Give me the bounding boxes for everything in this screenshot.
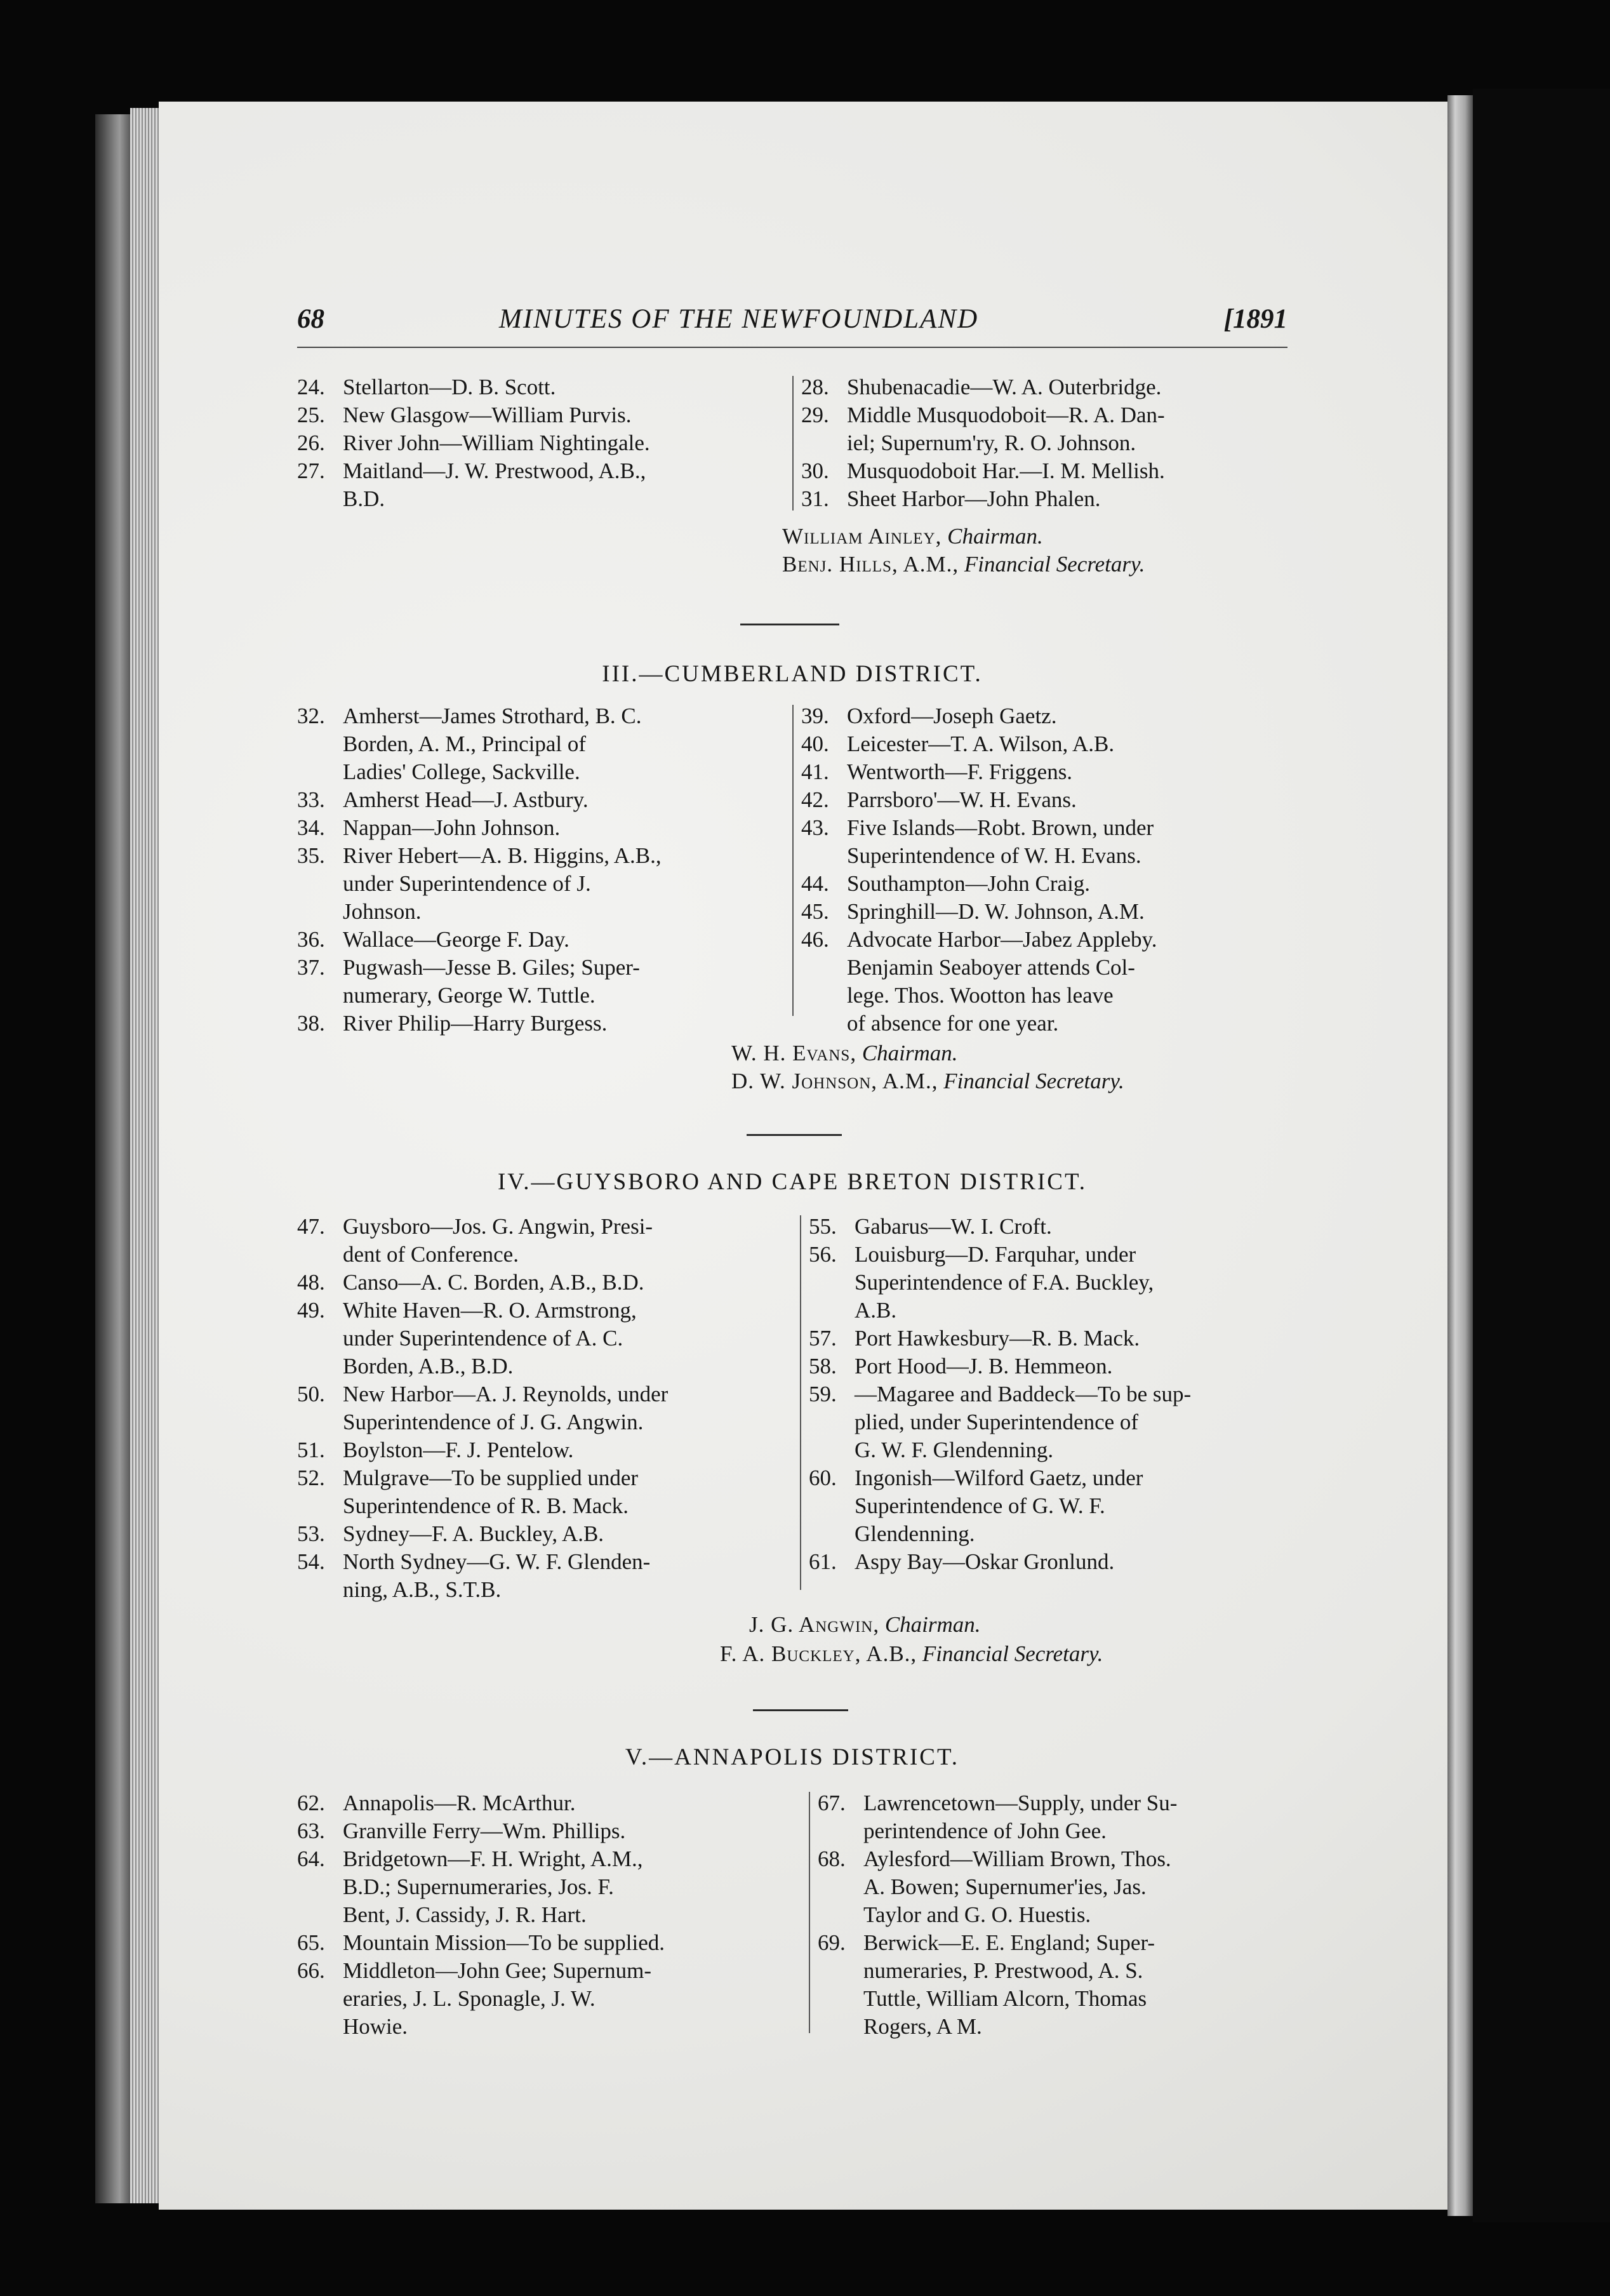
- entry-text: Berwick—E. E. England; Super-: [863, 1930, 1155, 1955]
- appointment-entry: [297, 1380, 792, 1436]
- secretary-role: Financial Secretary.: [964, 552, 1145, 577]
- appointment-entry: [297, 401, 792, 429]
- entry-text: Middleton—John Gee; Supernum-: [343, 1958, 652, 1983]
- entry-number: 29.: [801, 403, 829, 427]
- entry-text: Boylston—F. J. Pentelow.: [343, 1438, 574, 1462]
- entry-continuation: dent of Conference.: [343, 1242, 519, 1267]
- appointment-entry: [297, 1520, 792, 1548]
- next-page-edge: [1447, 95, 1473, 2216]
- section5-left-column: [297, 1789, 805, 2041]
- entry-first-line: [297, 1010, 792, 1038]
- header-rule: [297, 347, 1287, 348]
- entry-first-line: [297, 373, 792, 401]
- appointment-entry: [297, 842, 792, 926]
- entry-text: —Magaree and Baddeck—To be sup-: [855, 1382, 1192, 1406]
- entry-first-line: [297, 1957, 805, 1985]
- entry-text: Bridgetown—F. H. Wright, A.M.,: [343, 1846, 643, 1871]
- entry-number: 55.: [809, 1214, 837, 1239]
- entry-number: 67.: [818, 1791, 846, 1815]
- entry-number: 66.: [297, 1958, 325, 1983]
- entry-first-line: [297, 1464, 792, 1492]
- entry-continuation: Superintendence of R. B. Mack.: [343, 1493, 629, 1518]
- entry-continuation: eraries, J. L. Sponagle, J. W.: [343, 1986, 595, 2011]
- entry-first-line: [297, 1213, 792, 1241]
- entry-continuation: Superintendence of J. G. Angwin.: [343, 1410, 644, 1434]
- entry-number: 32.: [297, 704, 325, 728]
- chairman-role: Chairman.: [947, 524, 1043, 549]
- secretary-name: D. W. Johnson, A.M.,: [731, 1069, 938, 1093]
- entry-text: Ingonish—Wilford Gaetz, under: [855, 1465, 1143, 1490]
- entry-text: Advocate Harbor—Jabez Appleby.: [847, 927, 1157, 952]
- entry-text: Louisburg—D. Farquhar, under: [855, 1242, 1136, 1267]
- entry-continuation: perintendence of John Gee.: [863, 1819, 1107, 1843]
- entry-text: Five Islands—Robt. Brown, under: [847, 815, 1154, 840]
- entry-number: 25.: [297, 403, 325, 427]
- entry-continuation: Tuttle, William Alcorn, Thomas: [863, 1986, 1147, 2011]
- entry-continuation: under Superintendence of A. C.: [343, 1326, 623, 1351]
- entry-number: 37.: [297, 955, 325, 980]
- entry-number: 40.: [801, 731, 829, 756]
- section-separator: [747, 1134, 842, 1136]
- entry-continuation: Benjamin Seaboyer attends Col-: [847, 955, 1135, 980]
- entry-text: Shubenacadie—W. A. Outerbridge.: [847, 375, 1162, 399]
- entry-text: Amherst Head—J. Astbury.: [343, 787, 589, 812]
- running-year: [1891: [1223, 304, 1287, 334]
- entry-number: 44.: [801, 871, 829, 896]
- entry-text: Aspy Bay—Oskar Gronlund.: [855, 1549, 1115, 1574]
- entry-continuation: Borden, A. M., Principal of: [343, 731, 587, 756]
- entry-text: Springhill—D. W. Johnson, A.M.: [847, 899, 1145, 924]
- section-separator: [753, 1709, 848, 1711]
- entry-number: 61.: [809, 1549, 837, 1574]
- entry-continuation: Glendenning.: [855, 1521, 975, 1546]
- entry-number: 41.: [801, 759, 829, 784]
- appointment-entry: [818, 1929, 1326, 2041]
- secretary-role: Financial Secretary.: [922, 1641, 1103, 1666]
- entry-first-line: [297, 814, 792, 842]
- appointment-entry: [297, 1464, 792, 1520]
- section2-left-column: [297, 373, 792, 513]
- entry-number: 54.: [297, 1549, 325, 1574]
- entry-text: Oxford—Joseph Gaetz.: [847, 704, 1057, 728]
- appointment-entry: [801, 485, 1309, 513]
- entry-first-line: [801, 814, 1309, 842]
- entry-continuation: Superintendence of F.A. Buckley,: [855, 1270, 1154, 1295]
- entry-first-line: [297, 1845, 805, 1873]
- appointment-entry: [809, 1352, 1317, 1380]
- entry-number: 47.: [297, 1214, 325, 1239]
- entry-number: 50.: [297, 1382, 325, 1406]
- entry-continuation: G. W. F. Glendenning.: [855, 1438, 1054, 1462]
- entry-first-line: [297, 1380, 792, 1408]
- appointment-entry: [297, 814, 792, 842]
- appointment-entry: [818, 1789, 1326, 1845]
- entry-first-line: [297, 1929, 805, 1957]
- entry-text: River Hebert—A. B. Higgins, A.B.,: [343, 843, 662, 868]
- entry-first-line: [809, 1325, 1317, 1352]
- entry-first-line: [297, 786, 792, 814]
- section4-left-column: [297, 1213, 792, 1604]
- entry-number: 39.: [801, 704, 829, 728]
- district-title-cumberland: III.—CUMBERLAND DISTRICT.: [602, 661, 983, 687]
- entry-continuation: numerary, George W. Tuttle.: [343, 983, 595, 1008]
- entry-first-line: [297, 401, 792, 429]
- entry-first-line: [809, 1380, 1317, 1408]
- entry-first-line: [801, 373, 1309, 401]
- chairman-name: J. G. Angwin,: [749, 1612, 880, 1637]
- entry-text: Pugwash—Jesse B. Giles; Super-: [343, 955, 640, 980]
- section4-secretary: [720, 1639, 1103, 1669]
- entry-number: 59.: [809, 1382, 837, 1406]
- entry-first-line: [801, 898, 1309, 926]
- entry-number: 56.: [809, 1242, 837, 1267]
- entry-number: 51.: [297, 1438, 325, 1462]
- entry-text: Mountain Mission—To be supplied.: [343, 1930, 665, 1955]
- section3-left-column: [297, 702, 792, 1038]
- appointment-entry: [297, 1213, 792, 1269]
- appointment-entry: [297, 1010, 792, 1038]
- entry-first-line: [297, 1789, 805, 1817]
- entry-number: 49.: [297, 1298, 325, 1323]
- appointment-entry: [801, 870, 1309, 898]
- entry-first-line: [801, 926, 1309, 954]
- district-title-annapolis: V.—ANNAPOLIS DISTRICT.: [625, 1744, 960, 1770]
- entry-first-line: [801, 485, 1309, 513]
- entry-number: 33.: [297, 787, 325, 812]
- appointment-entry: [801, 457, 1309, 485]
- appointment-entry: [297, 1269, 792, 1297]
- appointment-entry: [297, 1817, 805, 1845]
- entry-text: Port Hawkesbury—R. B. Mack.: [855, 1326, 1140, 1351]
- entry-first-line: [809, 1241, 1317, 1269]
- chairman-name: W. H. Evans,: [731, 1041, 857, 1065]
- entry-continuation: Superintendence of G. W. F.: [855, 1493, 1105, 1518]
- appointment-entry: [297, 1789, 805, 1817]
- section5-right-column: [818, 1789, 1326, 2041]
- entry-continuation: lege. Thos. Wootton has leave: [847, 983, 1114, 1008]
- entry-continuation: Rogers, A M.: [863, 2014, 982, 2039]
- entry-number: 52.: [297, 1465, 325, 1490]
- section3-right-column: [801, 702, 1309, 1038]
- appointment-entry: [801, 786, 1309, 814]
- section3-column-rule: [792, 705, 794, 1016]
- entry-first-line: [297, 457, 792, 485]
- entry-number: 42.: [801, 787, 829, 812]
- entry-text: Stellarton—D. B. Scott.: [343, 375, 556, 399]
- appointment-entry: [297, 1297, 792, 1380]
- entry-text: Granville Ferry—Wm. Phillips.: [343, 1819, 626, 1843]
- section2-column-rule: [792, 376, 794, 511]
- secretary-name: F. A. Buckley, A.B.,: [720, 1641, 917, 1666]
- page-number: 68: [297, 304, 324, 334]
- entry-number: 63.: [297, 1819, 325, 1843]
- entry-number: 46.: [801, 927, 829, 952]
- appointment-entry: [809, 1241, 1317, 1325]
- entry-first-line: [297, 702, 792, 730]
- entry-first-line: [297, 954, 792, 982]
- chairman-name: William Ainley,: [782, 524, 942, 549]
- section2-chairman: [782, 522, 1043, 551]
- entry-first-line: [809, 1352, 1317, 1380]
- appointment-entry: [297, 1548, 792, 1604]
- chairman-role: Chairman.: [884, 1612, 981, 1637]
- entry-first-line: [809, 1464, 1317, 1492]
- appointment-entry: [801, 814, 1309, 870]
- entry-text: Southampton—John Craig.: [847, 871, 1091, 896]
- entry-number: 65.: [297, 1930, 325, 1955]
- entry-continuation: plied, under Superintendence of: [855, 1410, 1139, 1434]
- entry-text: Gabarus—W. I. Croft.: [855, 1214, 1052, 1239]
- entry-first-line: [297, 926, 792, 954]
- page-edges: [130, 108, 159, 2203]
- entry-number: 57.: [809, 1326, 837, 1351]
- entry-number: 53.: [297, 1521, 325, 1546]
- entry-number: 27.: [297, 458, 325, 483]
- appointment-entry: [801, 401, 1309, 457]
- entry-text: Canso—A. C. Borden, A.B., B.D.: [343, 1270, 644, 1295]
- section4-right-column: [809, 1213, 1317, 1576]
- district-title-guysboro: IV.—GUYSBORO AND CAPE BRETON DISTRICT.: [497, 1169, 1088, 1195]
- section4-chairman: [749, 1610, 981, 1639]
- appointment-entry: [801, 730, 1309, 758]
- appointment-entry: [297, 1845, 805, 1929]
- entry-text: Sydney—F. A. Buckley, A.B.: [343, 1521, 604, 1546]
- entry-first-line: [801, 870, 1309, 898]
- entry-text: Lawrencetown—Supply, under Su-: [863, 1791, 1178, 1815]
- entry-number: 62.: [297, 1791, 325, 1815]
- entry-text: New Glasgow—William Purvis.: [343, 403, 632, 427]
- appointment-entry: [818, 1845, 1326, 1929]
- appointment-entry: [809, 1213, 1317, 1241]
- entry-first-line: [809, 1548, 1317, 1576]
- entry-continuation: Ladies' College, Sackville.: [343, 759, 580, 784]
- scan-background-right: [1473, 89, 1610, 2222]
- appointment-entry: [809, 1380, 1317, 1464]
- appointment-entry: [297, 429, 792, 457]
- entry-number: 24.: [297, 375, 325, 399]
- entry-first-line: [801, 401, 1309, 429]
- entry-first-line: [297, 429, 792, 457]
- entry-number: 69.: [818, 1930, 846, 1955]
- appointment-entry: [801, 758, 1309, 786]
- entry-first-line: [297, 1548, 792, 1576]
- entry-first-line: [801, 730, 1309, 758]
- entry-first-line: [297, 1436, 792, 1464]
- entry-first-line: [297, 842, 792, 870]
- entry-number: 68.: [818, 1846, 846, 1871]
- appointment-entry: [809, 1548, 1317, 1576]
- appointment-entry: [297, 1957, 805, 2041]
- section5-column-rule: [809, 1792, 810, 2033]
- appointment-entry: [809, 1464, 1317, 1548]
- appointment-entry: [801, 702, 1309, 730]
- entry-number: 58.: [809, 1354, 837, 1378]
- entry-continuation: A. Bowen; Supernumer'ies, Jas.: [863, 1874, 1147, 1899]
- entry-first-line: [809, 1213, 1317, 1241]
- entry-text: Port Hood—J. B. Hemmeon.: [855, 1354, 1113, 1378]
- entry-number: 36.: [297, 927, 325, 952]
- entry-first-line: [818, 1929, 1326, 1957]
- entry-first-line: [818, 1845, 1326, 1873]
- entry-number: 38.: [297, 1011, 325, 1036]
- appointment-entry: [801, 926, 1309, 1038]
- entry-continuation: Bent, J. Cassidy, J. R. Hart.: [343, 1902, 587, 1927]
- appointment-entry: [801, 373, 1309, 401]
- entry-continuation: Johnson.: [343, 899, 422, 924]
- entry-first-line: [818, 1789, 1326, 1817]
- section3-chairman: [731, 1039, 958, 1068]
- entry-text: Parrsboro'—W. H. Evans.: [847, 787, 1077, 812]
- entry-text: Nappan—John Johnson.: [343, 815, 561, 840]
- entry-text: Wentworth—F. Friggens.: [847, 759, 1073, 784]
- appointment-entry: [297, 1436, 792, 1464]
- entry-number: 64.: [297, 1846, 325, 1871]
- entry-continuation: Taylor and G. O. Huestis.: [863, 1902, 1091, 1927]
- entry-first-line: [297, 1817, 805, 1845]
- appointment-entry: [297, 786, 792, 814]
- appointment-entry: [297, 702, 792, 786]
- entry-continuation: B.D.: [343, 486, 385, 511]
- entry-continuation: Borden, A.B., B.D.: [343, 1354, 514, 1378]
- entry-first-line: [801, 758, 1309, 786]
- entry-continuation: iel; Supernum'ry, R. O. Johnson.: [847, 431, 1136, 455]
- entry-text: Guysboro—Jos. G. Angwin, Presi-: [343, 1214, 653, 1239]
- chairman-role: Chairman.: [862, 1041, 958, 1065]
- entry-number: 35.: [297, 843, 325, 868]
- entry-text: River Philip—Harry Burgess.: [343, 1011, 608, 1036]
- entry-text: Mulgrave—To be supplied under: [343, 1465, 639, 1490]
- entry-text: Middle Musquodoboit—R. A. Dan-: [847, 403, 1165, 427]
- entry-number: 30.: [801, 458, 829, 483]
- entry-continuation: A.B.: [855, 1298, 897, 1323]
- entry-number: 45.: [801, 899, 829, 924]
- entry-number: 43.: [801, 815, 829, 840]
- entry-first-line: [297, 1520, 792, 1548]
- entry-number: 28.: [801, 375, 829, 399]
- appointment-entry: [297, 457, 792, 513]
- appointment-entry: [809, 1325, 1317, 1352]
- entry-number: 48.: [297, 1270, 325, 1295]
- entry-text: Annapolis—R. McArthur.: [343, 1791, 576, 1815]
- entry-number: 31.: [801, 486, 829, 511]
- appointment-entry: [297, 926, 792, 954]
- entry-number: 26.: [297, 431, 325, 455]
- section-separator: [740, 624, 839, 625]
- entry-continuation: Superintendence of W. H. Evans.: [847, 843, 1141, 868]
- entry-text: Wallace—George F. Day.: [343, 927, 569, 952]
- entry-text: Aylesford—William Brown, Thos.: [863, 1846, 1171, 1871]
- running-header: [297, 304, 1287, 342]
- section2-secretary: [782, 550, 1145, 579]
- entry-text: River John—William Nightingale.: [343, 431, 650, 455]
- entry-first-line: [801, 702, 1309, 730]
- running-title: MINUTES OF THE NEWFOUNDLAND: [499, 304, 979, 334]
- entry-text: Maitland—J. W. Prestwood, A.B.,: [343, 458, 646, 483]
- entry-continuation: ning, A.B., S.T.B.: [343, 1577, 502, 1602]
- appointment-entry: [801, 898, 1309, 926]
- appointment-entry: [297, 954, 792, 1010]
- entry-text: White Haven—R. O. Armstrong,: [343, 1298, 637, 1323]
- entry-text: Leicester—T. A. Wilson, A.B.: [847, 731, 1115, 756]
- appointment-entry: [297, 373, 792, 401]
- entry-first-line: [297, 1269, 792, 1297]
- entry-first-line: [297, 1297, 792, 1325]
- entry-continuation: under Superintendence of J.: [343, 871, 591, 896]
- entry-continuation: numeraries, P. Prestwood, A. S.: [863, 1958, 1143, 1983]
- secretary-role: Financial Secretary.: [943, 1069, 1124, 1093]
- entry-text: New Harbor—A. J. Reynolds, under: [343, 1382, 669, 1406]
- entry-text: North Sydney—G. W. F. Glenden-: [343, 1549, 651, 1574]
- entry-continuation: of absence for one year.: [847, 1011, 1059, 1036]
- entry-continuation: Howie.: [343, 2014, 408, 2039]
- section4-column-rule: [800, 1215, 801, 1590]
- entry-continuation: B.D.; Supernumeraries, Jos. F.: [343, 1874, 614, 1899]
- entry-text: Amherst—James Strothard, B. C.: [343, 704, 642, 728]
- entry-first-line: [801, 786, 1309, 814]
- entry-text: Musquodoboit Har.—I. M. Mellish.: [847, 458, 1165, 483]
- entry-first-line: [801, 457, 1309, 485]
- entry-number: 34.: [297, 815, 325, 840]
- entry-number: 60.: [809, 1465, 837, 1490]
- appointment-entry: [297, 1929, 805, 1957]
- section3-secretary: [731, 1067, 1124, 1096]
- secretary-name: Benj. Hills, A.M.,: [782, 552, 959, 577]
- entry-text: Sheet Harbor—John Phalen.: [847, 486, 1101, 511]
- section2-right-column: [801, 373, 1309, 513]
- book-spine-shadow: [95, 114, 130, 2203]
